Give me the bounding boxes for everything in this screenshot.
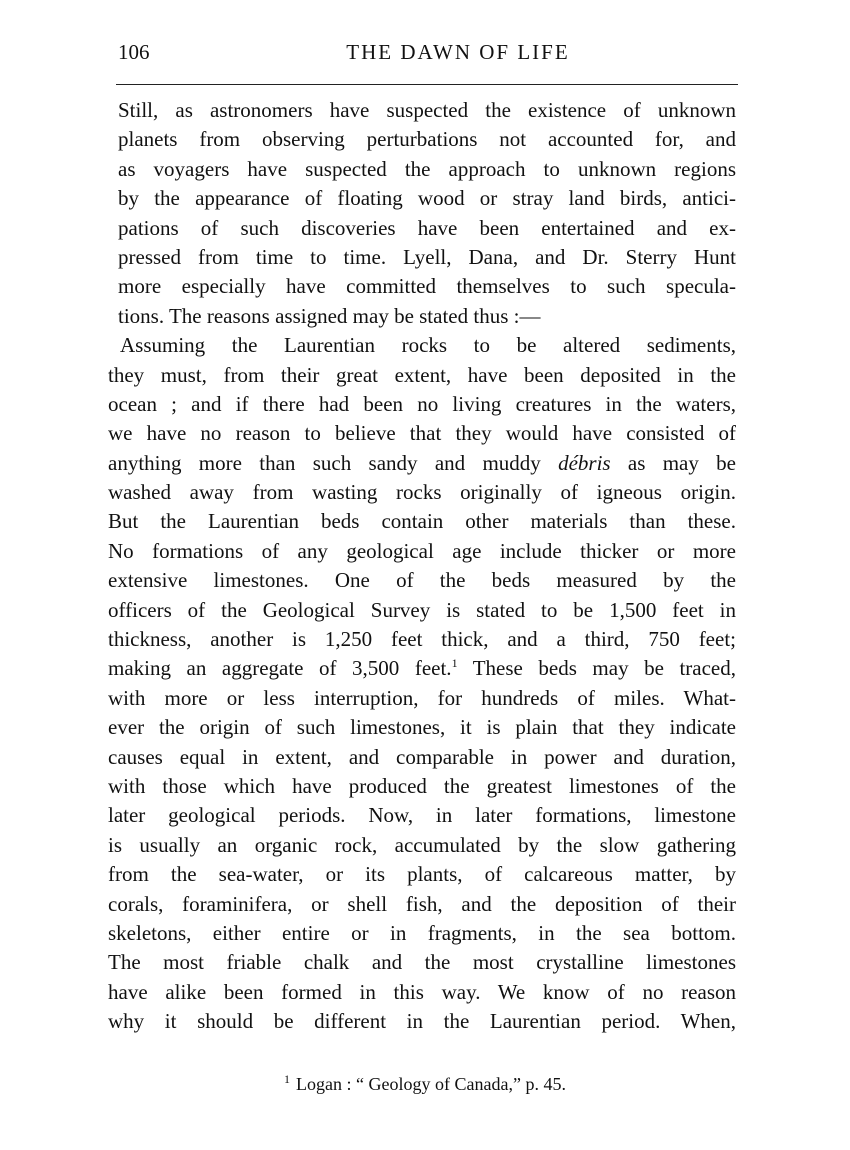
paragraph-2 — [108, 331, 736, 1036]
text-line: with those which have produced the greatest limestones of the — [108, 773, 736, 798]
text-line: more especially have committed themselves to such specula- — [118, 274, 736, 299]
text-line: ocean ; and if there had been no living creatures in the waters, — [108, 391, 736, 416]
italic-word: débris — [558, 450, 611, 475]
text-line: extensive limestones. One of the beds measured by the — [108, 568, 736, 593]
text-line: why it should be different in the Laurentian period. When, — [108, 1009, 736, 1034]
text-line: But the Laurentian beds contain other materials than these. — [108, 509, 736, 534]
text-segment: making an aggregate of 3,500 feet. — [108, 656, 452, 681]
text-line: is usually an organic rock, accumulated by the slow gathering — [108, 832, 736, 857]
text-segment: anything more than such sandy and muddy — [108, 450, 559, 475]
text-segment: as may be — [610, 450, 736, 475]
text-line: causes equal in extent, and comparable in power and duration, — [108, 744, 736, 769]
text-line: Assuming the Laurentian rocks to be altered sediments, — [120, 333, 736, 358]
text-line: with more or less interruption, for hundreds of miles. What- — [108, 685, 736, 710]
text-line: Still, as astronomers have suspected the existence of unknown — [118, 98, 736, 122]
text-line: ever the origin of such limestones, it is plain that they indicate — [108, 715, 736, 740]
footnote-mark: 1 — [284, 1072, 291, 1086]
footnote — [0, 1072, 850, 1095]
text-line: tions. The reasons assigned may be stated thus :— — [118, 303, 541, 328]
page-number: 106 — [118, 40, 150, 64]
text-line-with-italic — [108, 449, 736, 478]
text-line: washed away from wasting rocks originally of igneous origin. — [108, 480, 736, 505]
running-head — [118, 40, 738, 70]
text-line: by the appearance of floating wood or stray land birds, antici- — [118, 186, 736, 211]
text-line: skeletons, either entire or in fragments, in the sea bottom. — [108, 920, 736, 945]
footnote-text: Logan : “ Geology of Canada,” p. 45. — [296, 1074, 566, 1094]
text-line: we have no reason to believe that they would have consisted of — [108, 421, 736, 446]
footnote-reference: 1 — [451, 656, 458, 671]
text-line: thickness, another is 1,250 feet thick, and a third, 750 feet; — [108, 627, 736, 652]
body-text — [108, 96, 736, 1037]
text-line: have alike been formed in this way. We know of no reason — [108, 979, 736, 1004]
text-line: planets from observing perturbations not accounted for, and — [118, 127, 736, 152]
header-rule — [116, 84, 738, 85]
text-segment: These beds may be traced, — [457, 656, 736, 681]
text-line: as voyagers have suspected the approach to unknown regions — [118, 156, 736, 181]
text-line: pations of such discoveries have been entertained and ex- — [118, 215, 736, 240]
text-line: No formations of any geological age include thicker or more — [108, 538, 736, 563]
text-line: The most friable chalk and the most crystalline limestones — [108, 950, 736, 975]
text-line: they must, from their great extent, have been deposited in the — [108, 362, 736, 387]
text-line: from the sea-water, or its plants, of calcareous matter, by — [108, 862, 736, 887]
text-line: later geological periods. Now, in later formations, limestone — [108, 803, 736, 828]
text-line: corals, foraminifera, or shell fish, and the deposition of their — [108, 891, 736, 916]
text-line: pressed from time to time. Lyell, Dana, and Dr. Sterry Hunt — [118, 244, 736, 269]
running-title: THE DAWN OF LIFE — [346, 40, 570, 64]
paragraph-1 — [108, 96, 736, 331]
text-line: officers of the Geological Survey is stated to be 1,500 feet in — [108, 597, 736, 622]
text-line-with-footnote-ref — [108, 654, 736, 683]
